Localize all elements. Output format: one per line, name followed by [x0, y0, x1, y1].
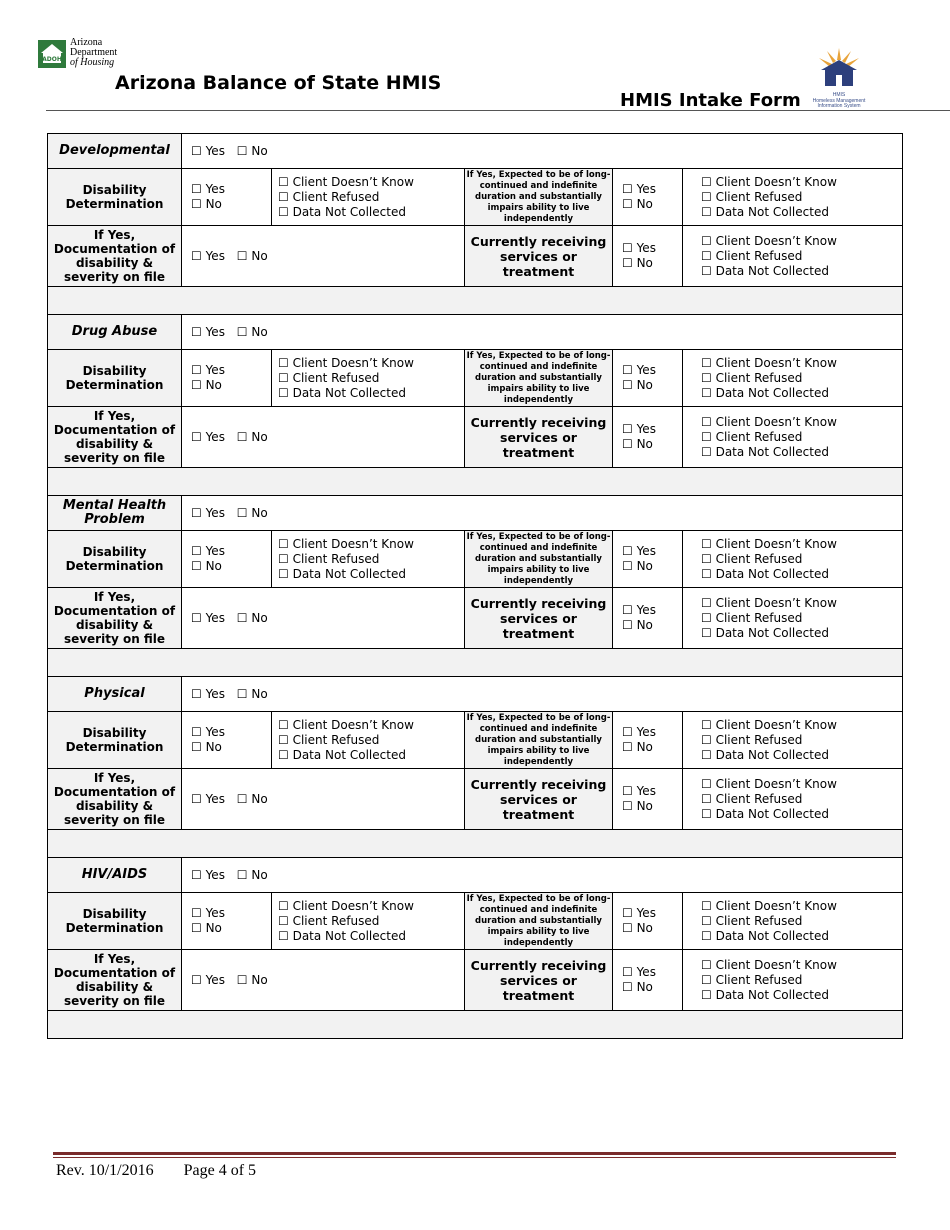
hmis-logo-caption-1: HMIS [832, 92, 846, 98]
section-1-category-yes-checkbox[interactable]: ☐ Yes [191, 325, 225, 339]
section-3-receiving-dont-know-checkbox[interactable]: ☐ Client Doesn’t Know [701, 776, 837, 791]
section-4-documentation-row [48, 950, 903, 1011]
section-2-category-options [182, 496, 903, 531]
section-3-expected-refused-checkbox[interactable]: ☐ Client Refused [701, 732, 803, 747]
section-3-receiving-not-collected-checkbox[interactable]: ☐ Data Not Collected [701, 806, 829, 821]
section-0-determination-row [48, 169, 903, 226]
header-divider [46, 110, 950, 111]
section-2-receiving-yes-checkbox[interactable]: ☐ Yes [622, 603, 656, 617]
section-2-expected-refused-checkbox[interactable]: ☐ Client Refused [701, 551, 803, 566]
section-1-documentation-yes-checkbox[interactable]: ☐ Yes [191, 430, 225, 444]
section-1-expected-dont-know-checkbox[interactable]: ☐ Client Doesn’t Know [701, 355, 837, 370]
section-2-documentation-no-checkbox[interactable]: ☐ No [236, 611, 268, 625]
section-2-determination-label: Disability Determination [48, 531, 182, 588]
footer [56, 1162, 256, 1180]
section-4-expected-no-checkbox[interactable]: ☐ No [622, 921, 653, 935]
section-3-determination-not-collected-checkbox[interactable]: ☐ Data Not Collected [278, 747, 406, 762]
section-1-determination-no-checkbox[interactable]: ☐ No [191, 378, 222, 392]
section-0-receiving-refused-checkbox[interactable]: ☐ Client Refused [701, 248, 803, 263]
section-4-expected-yes-checkbox[interactable]: ☐ Yes [622, 906, 656, 920]
section-0-documentation-no-checkbox[interactable]: ☐ No [236, 249, 268, 263]
section-0-receiving-not-collected-checkbox[interactable]: ☐ Data Not Collected [701, 263, 829, 278]
section-2-receiving-refused-checkbox[interactable]: ☐ Client Refused [701, 610, 803, 625]
section-3-expected-dont-know-checkbox[interactable]: ☐ Client Doesn’t Know [701, 717, 837, 732]
section-1-documentation-no-checkbox[interactable]: ☐ No [236, 430, 268, 444]
section-4-expected-not-collected-checkbox[interactable]: ☐ Data Not Collected [701, 928, 829, 943]
section-1-expected-not-collected-checkbox[interactable]: ☐ Data Not Collected [701, 385, 829, 400]
section-2-documentation-yes-checkbox[interactable]: ☐ Yes [191, 611, 225, 625]
footer-divider-thin [53, 1157, 896, 1158]
section-4-determination-refused-checkbox[interactable]: ☐ Client Refused [278, 913, 380, 928]
section-2-determination-yes-checkbox[interactable]: ☐ Yes [191, 544, 225, 558]
section-2-receiving-dont-know-checkbox[interactable]: ☐ Client Doesn’t Know [701, 595, 837, 610]
section-3-documentation-row [48, 769, 903, 830]
section-1-determination-refused-checkbox[interactable]: ☐ Client Refused [278, 370, 380, 385]
disability-form-table [47, 133, 903, 1039]
section-1-expected-no-checkbox[interactable]: ☐ No [622, 378, 653, 392]
section-2-expected-not-collected-checkbox[interactable]: ☐ Data Not Collected [701, 566, 829, 581]
section-4-category-row [48, 858, 903, 893]
section-0-currently-receiving-label: Currently receiving services or treatment [465, 226, 613, 287]
section-4-expected-label: If Yes, Expected to be of long-continued and indefinite duration and substantially impairs ability to live independently [465, 893, 613, 950]
section-0-receiving-no-checkbox[interactable]: ☐ No [622, 256, 653, 270]
section-3-expected-yes-checkbox[interactable]: ☐ Yes [622, 725, 656, 739]
section-0-documentation-yes-checkbox[interactable]: ☐ Yes [191, 249, 225, 263]
section-3-expected-not-collected-checkbox[interactable]: ☐ Data Not Collected [701, 747, 829, 762]
agency-line-3: of Housing [70, 57, 115, 68]
section-2-determination-refused-checkbox[interactable]: ☐ Client Refused [278, 551, 380, 566]
page-number: Page 4 of 5 [183, 1162, 257, 1179]
section-0-determination-not-collected-checkbox[interactable]: ☐ Data Not Collected [278, 204, 406, 219]
section-0-expected-no-checkbox[interactable]: ☐ No [622, 197, 653, 211]
section-3-category-label: Physical [48, 677, 182, 712]
section-4-currently-receiving-label: Currently receiving services or treatment [465, 950, 613, 1011]
hmis-logo-caption-3: Information System [817, 103, 861, 109]
section-1-expected-refused-checkbox[interactable]: ☐ Client Refused [701, 370, 803, 385]
section-1-determination-dont-know-checkbox[interactable]: ☐ Client Doesn’t Know [278, 355, 414, 370]
section-0-expected-dont-know-checkbox[interactable]: ☐ Client Doesn’t Know [701, 174, 837, 189]
section-4-category-options [182, 858, 903, 893]
section-3-determination-dont-know-checkbox[interactable]: ☐ Client Doesn’t Know [278, 717, 414, 732]
section-0-expected-yes-checkbox[interactable]: ☐ Yes [622, 182, 656, 196]
section-1-category-label: Drug Abuse [48, 315, 182, 350]
adoh-abbrev: ADOH [42, 56, 62, 63]
section-4-determination-not-collected-checkbox[interactable]: ☐ Data Not Collected [278, 928, 406, 943]
section-0-documentation-row [48, 226, 903, 287]
section-2-expected-no-checkbox[interactable]: ☐ No [622, 559, 653, 573]
section-4-expected-refused-checkbox[interactable]: ☐ Client Refused [701, 913, 803, 928]
section-1-receiving-yes-checkbox[interactable]: ☐ Yes [622, 422, 656, 436]
section-4-determination-row [48, 893, 903, 950]
section-3-documentation-label: If Yes, Documentation of disability & severity on file [48, 769, 182, 830]
section-3-determination-refused-checkbox[interactable]: ☐ Client Refused [278, 732, 380, 747]
section-1-determination-row [48, 350, 903, 407]
section-4-spacer-row [48, 1011, 903, 1039]
section-1-receiving-no-checkbox[interactable]: ☐ No [622, 437, 653, 451]
section-3-documentation-no-checkbox[interactable]: ☐ No [236, 792, 268, 806]
section-4-receiving-yes-checkbox[interactable]: ☐ Yes [622, 965, 656, 979]
section-2-category-yes-checkbox[interactable]: ☐ Yes [191, 506, 225, 520]
section-4-category-label: HIV/AIDS [48, 858, 182, 893]
revision-date: Rev. 10/1/2016 [56, 1162, 154, 1179]
section-1-expected-label: If Yes, Expected to be of long-continued and indefinite duration and substantially impairs ability to live independently [465, 350, 613, 407]
section-4-documentation-no-checkbox[interactable]: ☐ No [236, 973, 268, 987]
section-1-expected-yes-checkbox[interactable]: ☐ Yes [622, 363, 656, 377]
section-2-spacer-row [48, 649, 903, 677]
section-3-determination-label: Disability Determination [48, 712, 182, 769]
section-2-category-row [48, 496, 903, 531]
section-0-expected-refused-checkbox[interactable]: ☐ Client Refused [701, 189, 803, 204]
agency-line-1: Arizona [70, 37, 103, 48]
section-0-determination-refused-checkbox[interactable]: ☐ Client Refused [278, 189, 380, 204]
section-4-expected-dont-know-checkbox[interactable]: ☐ Client Doesn’t Know [701, 898, 837, 913]
section-0-category-options [182, 134, 903, 169]
section-3-receiving-no-checkbox[interactable]: ☐ No [622, 799, 653, 813]
section-3-category-yes-checkbox[interactable]: ☐ Yes [191, 687, 225, 701]
section-0-category-row [48, 134, 903, 169]
section-1-documentation-label: If Yes, Documentation of disability & severity on file [48, 407, 182, 468]
hmis-logo-caption-2: Homeless Management [812, 97, 866, 104]
section-0-category-no-checkbox[interactable]: ☐ No [236, 144, 268, 158]
section-2-currently-receiving-label: Currently receiving services or treatment [465, 588, 613, 649]
section-2-category-no-checkbox[interactable]: ☐ No [236, 506, 268, 520]
section-2-category-label: Mental Health Problem [48, 496, 182, 531]
section-4-documentation-yes-checkbox[interactable]: ☐ Yes [191, 973, 225, 987]
agency-line-2: Department [70, 47, 118, 58]
section-0-determination-yes-checkbox[interactable]: ☐ Yes [191, 182, 225, 196]
section-0-determination-no-checkbox[interactable]: ☐ No [191, 197, 222, 211]
hmis-house-icon [811, 46, 867, 88]
section-0-determination-dont-know-checkbox[interactable]: ☐ Client Doesn’t Know [278, 174, 414, 189]
section-3-currently-receiving-label: Currently receiving services or treatment [465, 769, 613, 830]
section-1-receiving-not-collected-checkbox[interactable]: ☐ Data Not Collected [701, 444, 829, 459]
section-3-expected-no-checkbox[interactable]: ☐ No [622, 740, 653, 754]
section-3-category-no-checkbox[interactable]: ☐ No [236, 687, 268, 701]
org-title: Arizona Balance of State HMIS [115, 72, 442, 94]
section-3-determination-yes-checkbox[interactable]: ☐ Yes [191, 725, 225, 739]
section-1-documentation-row [48, 407, 903, 468]
section-3-receiving-refused-checkbox[interactable]: ☐ Client Refused [701, 791, 803, 806]
section-3-category-row [48, 677, 903, 712]
section-2-expected-label: If Yes, Expected to be of long-continued and indefinite duration and substantially impairs ability to live independently [465, 531, 613, 588]
section-0-spacer-row [48, 287, 903, 315]
section-2-determination-no-checkbox[interactable]: ☐ No [191, 559, 222, 573]
section-2-receiving-not-collected-checkbox[interactable]: ☐ Data Not Collected [701, 625, 829, 640]
section-1-determination-label: Disability Determination [48, 350, 182, 407]
section-0-documentation-label: If Yes, Documentation of disability & severity on file [48, 226, 182, 287]
section-2-receiving-no-checkbox[interactable]: ☐ No [622, 618, 653, 632]
section-1-spacer-row [48, 468, 903, 496]
section-4-documentation-label: If Yes, Documentation of disability & severity on file [48, 950, 182, 1011]
section-4-receiving-not-collected-checkbox[interactable]: ☐ Data Not Collected [701, 987, 829, 1002]
section-4-receiving-no-checkbox[interactable]: ☐ No [622, 980, 653, 994]
section-1-receiving-dont-know-checkbox[interactable]: ☐ Client Doesn’t Know [701, 414, 837, 429]
footer-divider [53, 1152, 896, 1155]
section-2-determination-dont-know-checkbox[interactable]: ☐ Client Doesn’t Know [278, 536, 414, 551]
section-4-determination-dont-know-checkbox[interactable]: ☐ Client Doesn’t Know [278, 898, 414, 913]
section-4-determination-label: Disability Determination [48, 893, 182, 950]
form-title: HMIS Intake Form [620, 90, 801, 111]
section-3-determination-no-checkbox[interactable]: ☐ No [191, 740, 222, 754]
adoh-logo [38, 38, 117, 68]
section-0-category-yes-checkbox[interactable]: ☐ Yes [191, 144, 225, 158]
section-4-category-yes-checkbox[interactable]: ☐ Yes [191, 868, 225, 882]
section-0-expected-not-collected-checkbox[interactable]: ☐ Data Not Collected [701, 204, 829, 219]
section-1-category-row [48, 315, 903, 350]
adoh-house-icon [38, 40, 66, 68]
section-0-category-label: Developmental [48, 134, 182, 169]
section-3-category-options [182, 677, 903, 712]
section-4-category-no-checkbox[interactable]: ☐ No [236, 868, 268, 882]
section-4-determination-no-checkbox[interactable]: ☐ No [191, 921, 222, 935]
section-4-determination-yes-checkbox[interactable]: ☐ Yes [191, 906, 225, 920]
section-0-determination-label: Disability Determination [48, 169, 182, 226]
section-1-determination-yes-checkbox[interactable]: ☐ Yes [191, 363, 225, 377]
section-1-currently-receiving-label: Currently receiving services or treatment [465, 407, 613, 468]
section-2-expected-yes-checkbox[interactable]: ☐ Yes [622, 544, 656, 558]
section-2-documentation-label: If Yes, Documentation of disability & severity on file [48, 588, 182, 649]
section-3-documentation-yes-checkbox[interactable]: ☐ Yes [191, 792, 225, 806]
section-4-receiving-dont-know-checkbox[interactable]: ☐ Client Doesn’t Know [701, 957, 837, 972]
section-3-determination-row [48, 712, 903, 769]
section-0-receiving-dont-know-checkbox[interactable]: ☐ Client Doesn’t Know [701, 233, 837, 248]
section-3-receiving-yes-checkbox[interactable]: ☐ Yes [622, 784, 656, 798]
section-1-category-no-checkbox[interactable]: ☐ No [236, 325, 268, 339]
section-4-receiving-refused-checkbox[interactable]: ☐ Client Refused [701, 972, 803, 987]
section-3-expected-label: If Yes, Expected to be of long-continued and indefinite duration and substantially impairs ability to live independently [465, 712, 613, 769]
section-2-determination-not-collected-checkbox[interactable]: ☐ Data Not Collected [278, 566, 406, 581]
section-0-receiving-yes-checkbox[interactable]: ☐ Yes [622, 241, 656, 255]
section-1-category-options [182, 315, 903, 350]
section-3-spacer-row [48, 830, 903, 858]
section-1-receiving-refused-checkbox[interactable]: ☐ Client Refused [701, 429, 803, 444]
section-2-expected-dont-know-checkbox[interactable]: ☐ Client Doesn’t Know [701, 536, 837, 551]
section-2-documentation-row [48, 588, 903, 649]
hmis-logo [808, 46, 870, 110]
section-2-determination-row [48, 531, 903, 588]
section-0-expected-label: If Yes, Expected to be of long-continued and indefinite duration and substantially impairs ability to live independently [465, 169, 613, 226]
section-1-determination-not-collected-checkbox[interactable]: ☐ Data Not Collected [278, 385, 406, 400]
